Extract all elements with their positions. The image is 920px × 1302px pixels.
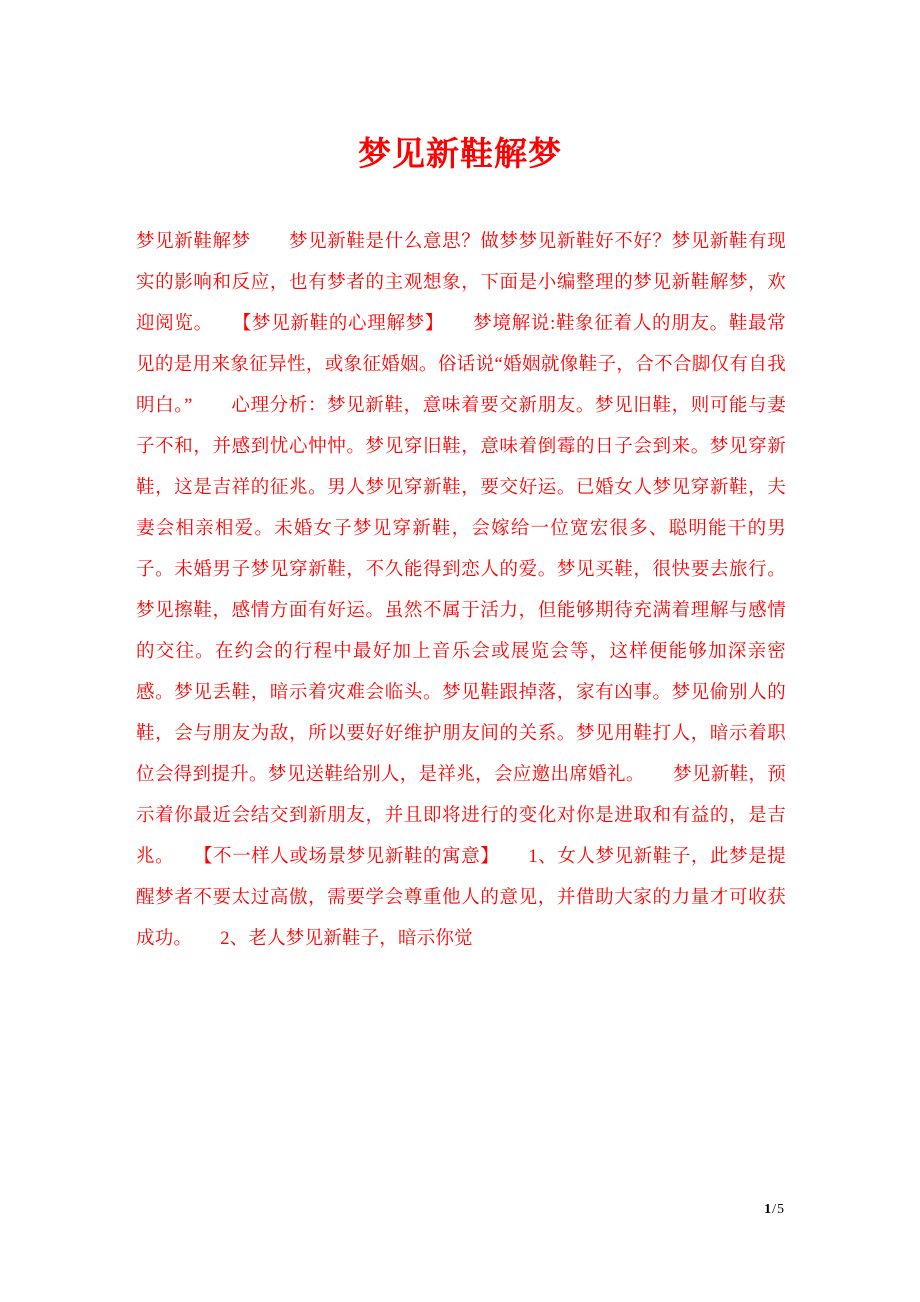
- page-number-current: 1: [764, 1202, 772, 1217]
- page-number: [764, 1202, 784, 1218]
- page-number-total: 5: [777, 1202, 784, 1217]
- body-paragraph: 梦见新鞋解梦 梦见新鞋是什么意思？做梦梦见新鞋好不好？梦见新鞋有现实的影响和反应，也有梦者的主观想象，下面是小编整理的梦见新鞋解梦，欢迎阅览。 【梦见新鞋的心理解梦】 梦境解说:鞋象征着人的朋友。鞋最常见的是用来象征异性，或象征婚姻。俗话说“婚姻就像鞋子，合不合脚仅有自我明白。” 心理分析：梦见新鞋，意味着要交新朋友。梦见旧鞋，则可能与妻子不和，并感到忧心忡忡。梦见穿旧鞋，意味着倒霉的日子会到来。梦见穿新鞋，这是吉祥的征兆。男人梦见穿新鞋，要交好运。已婚女人梦见穿新鞋，夫妻会相亲相爱。未婚女子梦见穿新鞋，会嫁给一位宽宏很多、聪明能干的男子。未婚男子梦见穿新鞋，不久能得到恋人的爱。梦见买鞋，很快要去旅行。梦见擦鞋，感情方面有好运。虽然不属于活力，但能够期待充满着理解与感情的交往。在约会的行程中最好加上音乐会或展览会等，这样便能够加深亲密感。梦见丢鞋，暗示着灾难会临头。梦见鞋跟掉落，家有凶事。梦见偷别人的鞋，会与朋友为敌，所以要好好维护朋友间的关系。梦见用鞋打人，暗示着职位会得到提升。梦见送鞋给别人，是祥兆，会应邀出席婚礼。 梦见新鞋，预示着你最近会结交到新朋友，并且即将进行的变化对你是进取和有益的，是吉兆。 【不一样人或场景梦见新鞋的寓意】 1、女人梦见新鞋子，此梦是提醒梦者不要太过高傲，需要学会尊重他人的意见，并借助大家的力量才可收获成功。 2、老人梦见新鞋子，暗示你觉: [136, 232, 786, 949]
- document-body: [136, 222, 786, 960]
- page-number-separator: /: [772, 1202, 776, 1217]
- page-title: 梦见新鞋解梦: [358, 137, 562, 173]
